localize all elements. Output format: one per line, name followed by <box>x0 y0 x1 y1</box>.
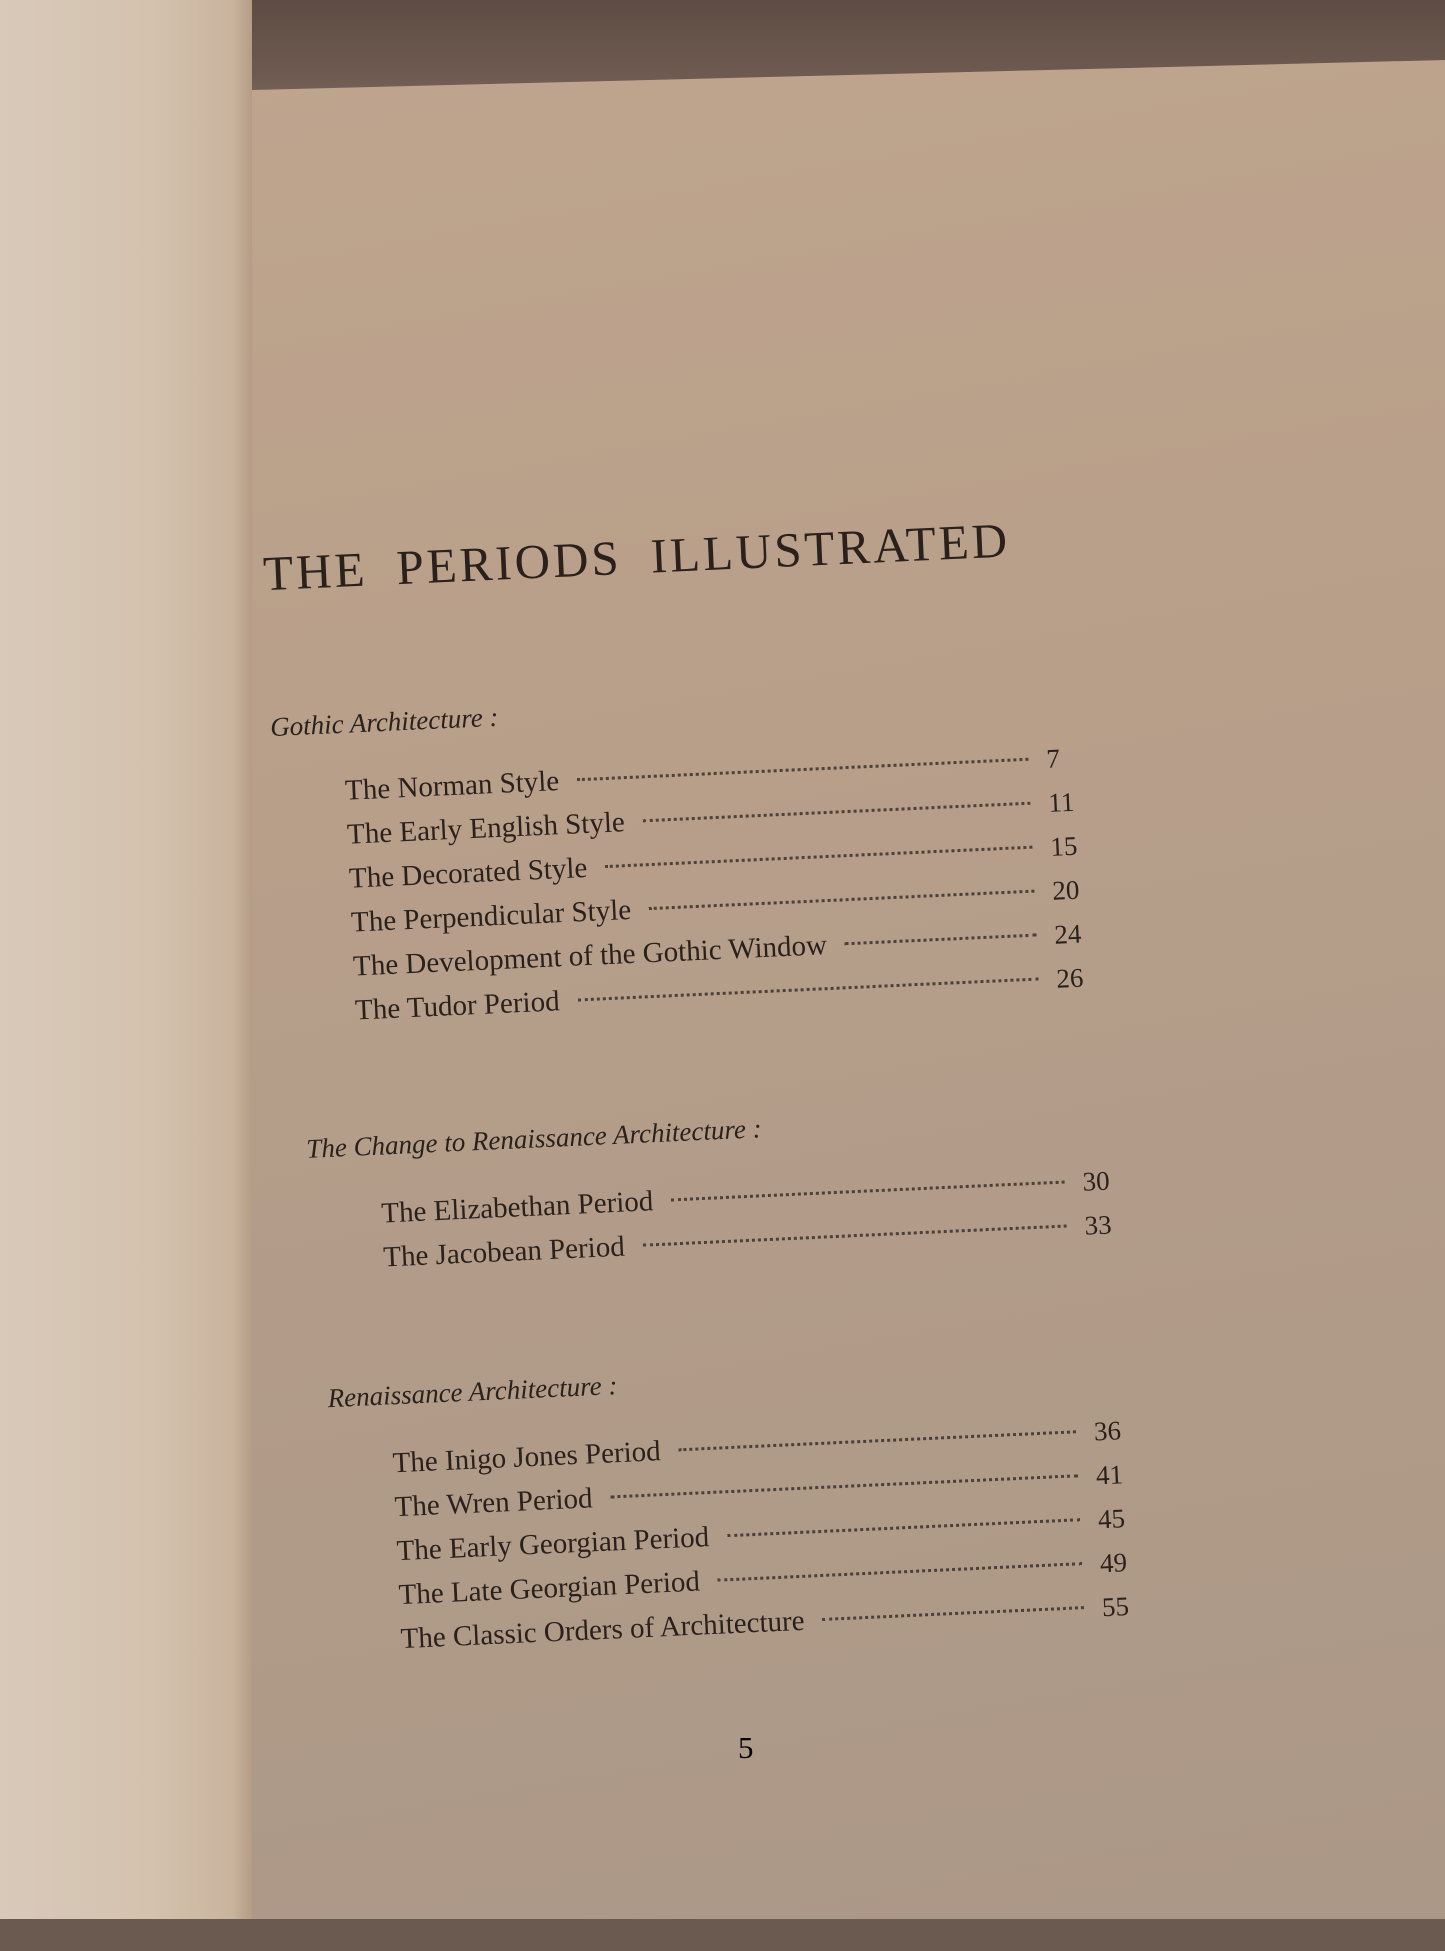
section-heading: Gothic Architecture : <box>269 701 500 743</box>
entry-page-number: 7 <box>1045 743 1061 774</box>
section-heading: Renaissance Architecture : <box>326 1370 618 1414</box>
dot-leader <box>718 1562 1082 1582</box>
entry-page-number: 36 <box>1093 1415 1122 1447</box>
entry-title: The Classic Orders of Architecture <box>399 1604 806 1656</box>
entry-page-number: 26 <box>1055 962 1085 994</box>
entry-title: The Tudor Period <box>354 985 561 1027</box>
entry-title: The Inigo Jones Period <box>391 1435 662 1480</box>
dot-leader <box>643 802 1031 823</box>
entry-page-number: 30 <box>1081 1165 1111 1197</box>
dot-leader <box>577 758 1028 781</box>
entry-page-number: 20 <box>1051 874 1081 906</box>
page-title: THE PERIODS ILLUSTRATED <box>261 512 1012 602</box>
entry-page-number: 24 <box>1053 918 1083 950</box>
entry-title: The Elizabethan Period <box>380 1185 654 1230</box>
entry-page-number: 33 <box>1083 1209 1113 1241</box>
dot-leader <box>643 1225 1067 1247</box>
dot-leader <box>649 890 1034 910</box>
dot-leader <box>822 1606 1084 1621</box>
dot-leader <box>845 934 1037 946</box>
entry-title: The Norman Style <box>344 765 560 807</box>
entry-page-number: 45 <box>1097 1503 1126 1535</box>
entry-page-number: 55 <box>1101 1591 1130 1623</box>
dot-leader <box>610 1474 1078 1498</box>
entry-title: The Early English Style <box>346 806 626 851</box>
entry-title: The Development of the Gothic Window <box>352 929 828 983</box>
entry-title: The Late Georgian Period <box>397 1565 701 1612</box>
section-heading: The Change to Renaissance Architecture : <box>305 1113 763 1164</box>
dot-leader <box>679 1430 1077 1451</box>
entry-title: The Wren Period <box>393 1482 594 1524</box>
entry-page-number: 15 <box>1049 830 1079 862</box>
page-number: 5 <box>738 1730 754 1765</box>
entry-title: The Early Georgian Period <box>395 1521 710 1568</box>
entry-page-number: 41 <box>1095 1459 1124 1491</box>
dot-leader <box>671 1181 1065 1202</box>
dot-leader <box>605 846 1032 868</box>
dot-leader <box>577 978 1038 1002</box>
entry-page-number: 11 <box>1047 786 1076 818</box>
entry-title: The Decorated Style <box>348 851 588 895</box>
entry-page-number: 49 <box>1099 1547 1128 1579</box>
entry-title: The Jacobean Period <box>382 1230 626 1274</box>
entry-title: The Perpendicular Style <box>350 893 632 939</box>
dot-leader <box>727 1518 1080 1537</box>
